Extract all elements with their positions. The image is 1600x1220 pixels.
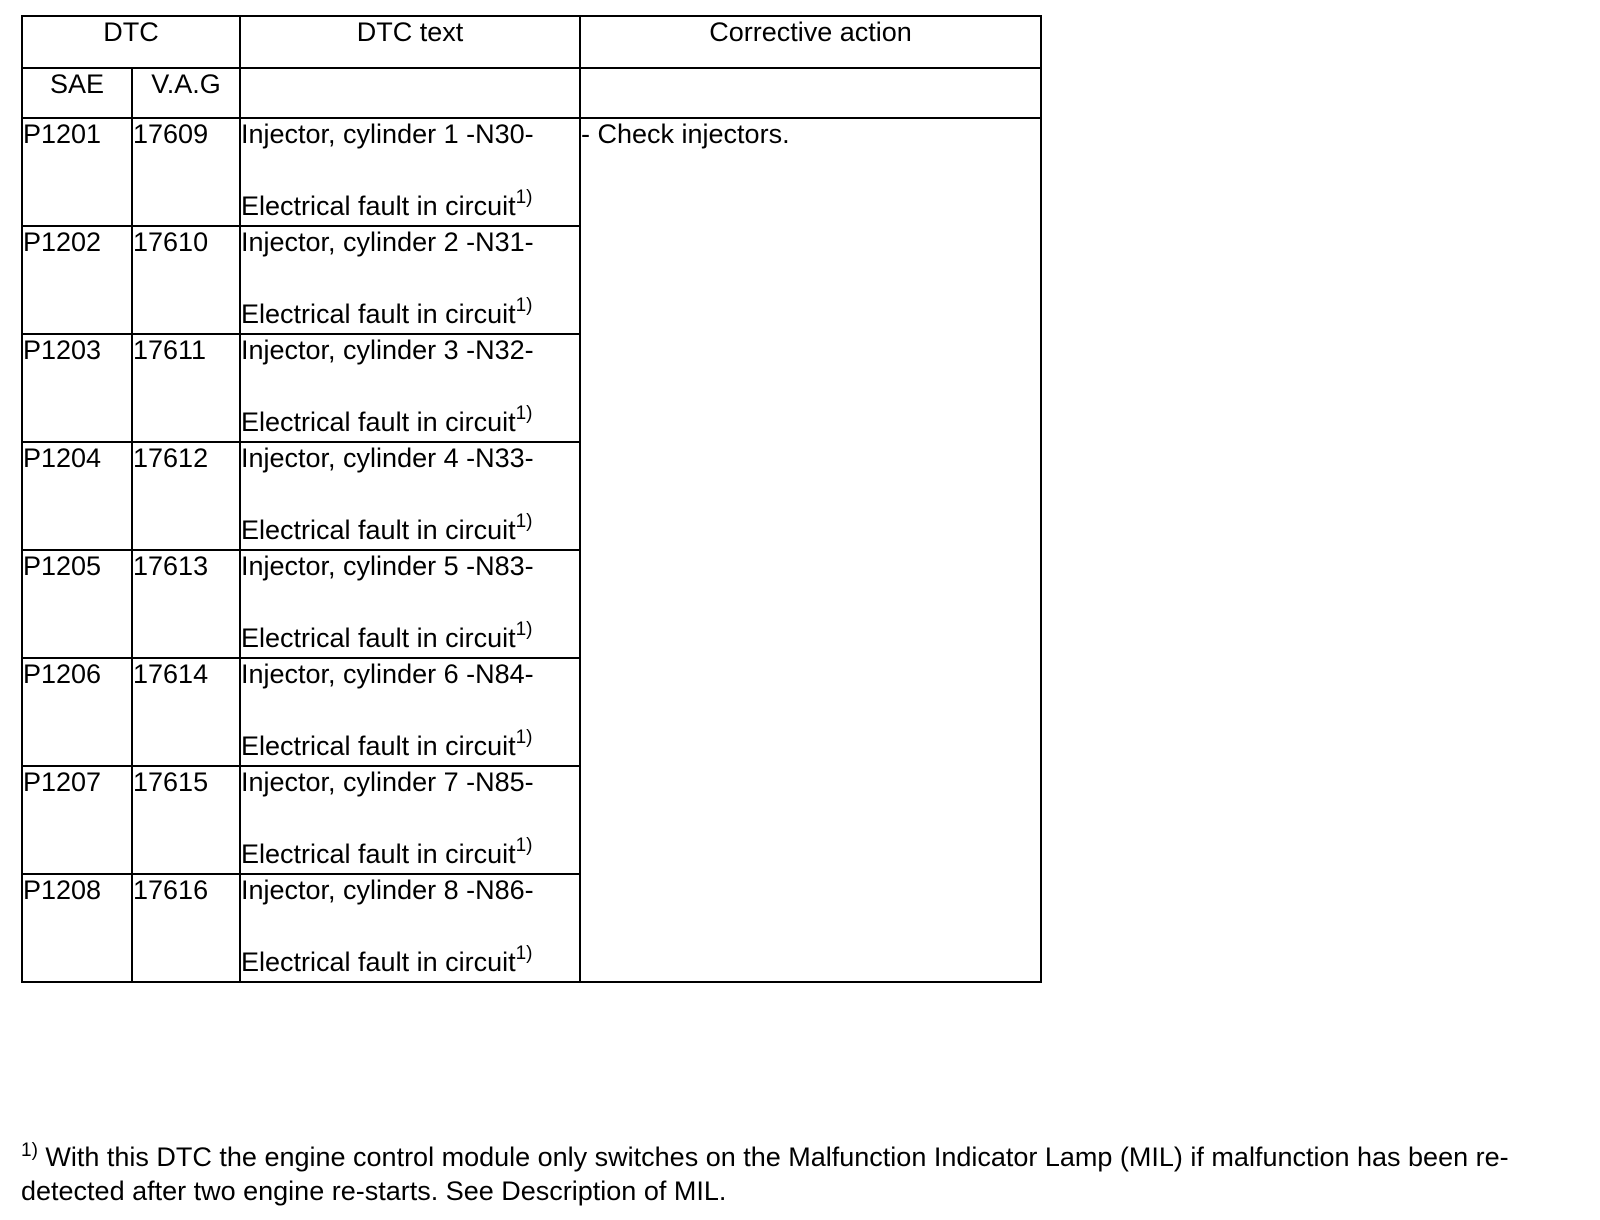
subheader-empty: [580, 68, 1041, 118]
corrective-action-cell: - Check injectors.: [580, 118, 1041, 982]
footnote: [21, 1140, 1591, 1208]
footnote-mark: 1): [21, 1140, 38, 1161]
vag-code: 17613: [132, 550, 240, 658]
footnote-ref: 1): [515, 727, 533, 748]
dtc-text-cell: [240, 766, 580, 874]
header-dtc: DTC: [22, 16, 240, 68]
dtc-text-cell: [240, 334, 580, 442]
footnote-ref: 1): [515, 403, 533, 424]
vag-code: 17614: [132, 658, 240, 766]
vag-code: 17612: [132, 442, 240, 550]
dtc-table: [21, 15, 1042, 983]
dtc-text-cell: [240, 550, 580, 658]
footnote-ref: 1): [515, 619, 533, 640]
footnote-ref: 1): [515, 511, 533, 532]
sae-code: P1205: [22, 550, 132, 658]
sae-code: P1204: [22, 442, 132, 550]
dtc-text-line2: [241, 297, 579, 330]
table-row: [22, 118, 1041, 226]
dtc-text-line1: Injector, cylinder 8 -N86-: [241, 875, 534, 905]
dtc-text-line2: [241, 945, 579, 978]
vag-code: 17615: [132, 766, 240, 874]
header-dtc-text: DTC text: [240, 16, 580, 68]
sae-code: P1202: [22, 226, 132, 334]
dtc-text-line2: [241, 513, 579, 546]
dtc-text-cell: [240, 658, 580, 766]
dtc-text-line2: [241, 405, 579, 438]
dtc-text-line2: [241, 729, 579, 762]
dtc-text-line2: [241, 621, 579, 654]
sae-code: P1207: [22, 766, 132, 874]
sae-code: P1201: [22, 118, 132, 226]
dtc-text-line1: Injector, cylinder 4 -N33-: [241, 443, 534, 473]
dtc-text-line2-text: Electrical fault in circuit: [241, 515, 516, 545]
dtc-text-line2-text: Electrical fault in circuit: [241, 839, 516, 869]
dtc-text-cell: [240, 442, 580, 550]
sae-code: P1208: [22, 874, 132, 982]
header-corrective-action: Corrective action: [580, 16, 1041, 68]
subheader-empty: [240, 68, 580, 118]
dtc-text-line1: Injector, cylinder 2 -N31-: [241, 227, 534, 257]
dtc-text-line2-text: Electrical fault in circuit: [241, 191, 516, 221]
sae-code: P1203: [22, 334, 132, 442]
footnote-text: With this DTC the engine control module only switches on the Malfunction Indicator Lamp (MIL) if malfunction has been re-detected after two engine re-starts. See Description of MIL.: [21, 1142, 1509, 1206]
sae-code: P1206: [22, 658, 132, 766]
dtc-text-cell: [240, 874, 580, 982]
dtc-text-line2-text: Electrical fault in circuit: [241, 299, 516, 329]
dtc-rows: [22, 118, 1041, 982]
footnote-ref: 1): [515, 295, 533, 316]
vag-code: 17610: [132, 226, 240, 334]
footnote-ref: 1): [515, 943, 533, 964]
dtc-text-line2-text: Electrical fault in circuit: [241, 947, 516, 977]
dtc-text-line1: Injector, cylinder 6 -N84-: [241, 659, 534, 689]
vag-code: 17611: [132, 334, 240, 442]
vag-code: 17609: [132, 118, 240, 226]
dtc-text-line2: [241, 837, 579, 870]
dtc-text-line1: Injector, cylinder 5 -N83-: [241, 551, 534, 581]
vag-code: 17616: [132, 874, 240, 982]
subheader-vag: V.A.G: [132, 68, 240, 118]
dtc-text-line2: [241, 189, 579, 222]
footnote-ref: 1): [515, 187, 533, 208]
subheader-sae: SAE: [22, 68, 132, 118]
dtc-text-line1: Injector, cylinder 1 -N30-: [241, 119, 534, 149]
dtc-text-line1: Injector, cylinder 7 -N85-: [241, 767, 534, 797]
dtc-text-line2-text: Electrical fault in circuit: [241, 623, 516, 653]
dtc-text-line2-text: Electrical fault in circuit: [241, 407, 516, 437]
dtc-text-line1: Injector, cylinder 3 -N32-: [241, 335, 534, 365]
dtc-text-line2-text: Electrical fault in circuit: [241, 731, 516, 761]
dtc-text-cell: [240, 226, 580, 334]
footnote-ref: 1): [515, 835, 533, 856]
dtc-text-cell: [240, 118, 580, 226]
